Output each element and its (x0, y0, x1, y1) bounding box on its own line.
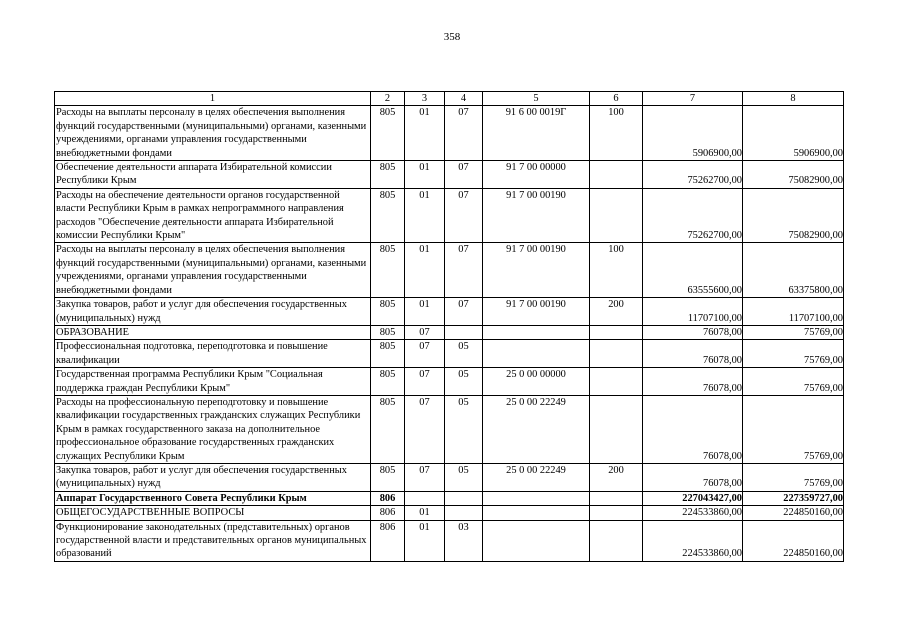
row-amount-cell: 76078,00 (643, 463, 743, 491)
row-name-cell: ОБРАЗОВАНИЕ (55, 325, 371, 339)
row-target-article-cell: 91 7 00 00000 (483, 161, 590, 189)
table-row (55, 368, 844, 396)
row-expense-type-cell (590, 188, 643, 243)
header-cell: 8 (743, 92, 844, 106)
row-target-article-cell (483, 506, 590, 520)
row-section-cell: 01 (405, 520, 445, 561)
row-amount-cell: 76078,00 (643, 395, 743, 463)
row-name-cell: Закупка товаров, работ и услуг для обеспечения государственных (муниципальных) нужд (55, 463, 371, 491)
row-amount-cell: 75262700,00 (643, 161, 743, 189)
row-expense-type-cell: 200 (590, 298, 643, 326)
row-section-cell: 07 (405, 463, 445, 491)
row-name-cell: Государственная программа Республики Крым "Социальная поддержка граждан Республики Крым" (55, 368, 371, 396)
table-row (55, 106, 844, 161)
row-target-article-cell: 91 6 00 0019Г (483, 106, 590, 161)
row-expense-type-cell (590, 325, 643, 339)
row-expense-type-cell (590, 491, 643, 505)
row-section-cell: 07 (405, 340, 445, 368)
row-section-cell: 01 (405, 243, 445, 298)
row-target-article-cell (483, 520, 590, 561)
row-name-cell: Расходы на выплаты персоналу в целях обеспечения выполнения функций государственными (муниципальными) органами, казенными учреждениями, органами управления государственными внебюджетными фондами (55, 243, 371, 298)
row-code-cell: 805 (371, 243, 405, 298)
row-expense-type-cell (590, 161, 643, 189)
table-row (55, 340, 844, 368)
row-amount-cell: 5906900,00 (643, 106, 743, 161)
row-code-cell: 805 (371, 325, 405, 339)
row-target-article-cell: 25 0 00 00000 (483, 368, 590, 396)
row-code-cell: 805 (371, 340, 405, 368)
row-section-cell: 07 (405, 325, 445, 339)
row-subsection-cell: 07 (445, 298, 483, 326)
page-number: 358 (443, 31, 461, 43)
row-amount-cell: 75082900,00 (743, 161, 844, 189)
row-subsection-cell (445, 491, 483, 505)
row-amount-cell: 76078,00 (643, 340, 743, 368)
row-name-cell: Расходы на выплаты персоналу в целях обеспечения выполнения функций государственными (муниципальными) органами, казенными учреждениями, органами управления государственными внебюджетными фондами (55, 106, 371, 161)
row-target-article-cell (483, 491, 590, 505)
header-cell: 3 (405, 92, 445, 106)
row-name-cell: ОБЩЕГОСУДАРСТВЕННЫЕ ВОПРОСЫ (55, 506, 371, 520)
row-subsection-cell: 07 (445, 161, 483, 189)
row-subsection-cell (445, 506, 483, 520)
row-amount-cell: 75769,00 (743, 463, 844, 491)
row-target-article-cell: 25 0 00 22249 (483, 463, 590, 491)
row-name-cell: Аппарат Государственного Совета Республики Крым (55, 491, 371, 505)
header-cell: 4 (445, 92, 483, 106)
row-subsection-cell: 07 (445, 106, 483, 161)
row-subsection-cell: 07 (445, 243, 483, 298)
row-subsection-cell: 03 (445, 520, 483, 561)
row-amount-cell: 75082900,00 (743, 188, 844, 243)
row-name-cell: Расходы на профессиональную переподготовку и повышение квалификации государственных гражданских служащих Республики Крым в рамках государственного заказа на дополнительное профессиональное образование государственных гражданских служащих Республики Крым (55, 395, 371, 463)
row-subsection-cell: 05 (445, 463, 483, 491)
table-row (55, 520, 844, 561)
row-amount-cell: 75262700,00 (643, 188, 743, 243)
table-row (55, 325, 844, 339)
row-expense-type-cell (590, 368, 643, 396)
row-amount-cell: 75769,00 (743, 340, 844, 368)
row-amount-cell: 75769,00 (743, 395, 844, 463)
table-row (55, 463, 844, 491)
row-amount-cell: 224850160,00 (743, 520, 844, 561)
table-row (55, 243, 844, 298)
row-section-cell: 01 (405, 188, 445, 243)
row-section-cell: 01 (405, 506, 445, 520)
table-row (55, 188, 844, 243)
row-expense-type-cell: 100 (590, 106, 643, 161)
row-expense-type-cell (590, 340, 643, 368)
row-expense-type-cell: 200 (590, 463, 643, 491)
row-code-cell: 805 (371, 106, 405, 161)
row-target-article-cell: 91 7 00 00190 (483, 243, 590, 298)
row-code-cell: 806 (371, 506, 405, 520)
row-subsection-cell: 05 (445, 368, 483, 396)
row-code-cell: 805 (371, 161, 405, 189)
row-amount-cell: 75769,00 (743, 325, 844, 339)
row-amount-cell: 227043427,00 (643, 491, 743, 505)
table-row (55, 161, 844, 189)
row-expense-type-cell (590, 520, 643, 561)
table-row (55, 298, 844, 326)
row-code-cell: 805 (371, 368, 405, 396)
row-code-cell: 806 (371, 491, 405, 505)
row-amount-cell: 76078,00 (643, 325, 743, 339)
row-name-cell: Расходы на обеспечение деятельности органов государственной власти Республики Крым в рамках непрограммного направления расходов "Обеспечение деятельности аппарата Избирательной комиссии Республики Крым" (55, 188, 371, 243)
row-target-article-cell: 91 7 00 00190 (483, 298, 590, 326)
budget-table (54, 91, 844, 562)
row-amount-cell: 227359727,00 (743, 491, 844, 505)
header-cell: 7 (643, 92, 743, 106)
row-name-cell: Обеспечение деятельности аппарата Избирательной комиссии Республики Крым (55, 161, 371, 189)
row-name-cell: Закупка товаров, работ и услуг для обеспечения государственных (муниципальных) нужд (55, 298, 371, 326)
row-subsection-cell (445, 325, 483, 339)
row-amount-cell: 63375800,00 (743, 243, 844, 298)
row-expense-type-cell: 100 (590, 243, 643, 298)
header-row (55, 92, 844, 106)
row-code-cell: 805 (371, 463, 405, 491)
row-expense-type-cell (590, 506, 643, 520)
row-amount-cell: 75769,00 (743, 368, 844, 396)
table-row (55, 491, 844, 505)
row-amount-cell: 224533860,00 (643, 506, 743, 520)
row-section-cell: 01 (405, 106, 445, 161)
row-target-article-cell: 25 0 00 22249 (483, 395, 590, 463)
header-cell: 2 (371, 92, 405, 106)
row-amount-cell: 224850160,00 (743, 506, 844, 520)
row-section-cell: 07 (405, 395, 445, 463)
row-expense-type-cell (590, 395, 643, 463)
row-amount-cell: 11707100,00 (643, 298, 743, 326)
row-amount-cell: 63555600,00 (643, 243, 743, 298)
row-code-cell: 806 (371, 520, 405, 561)
row-amount-cell: 224533860,00 (643, 520, 743, 561)
row-target-article-cell: 91 7 00 00190 (483, 188, 590, 243)
row-subsection-cell: 07 (445, 188, 483, 243)
row-section-cell: 01 (405, 161, 445, 189)
row-amount-cell: 11707100,00 (743, 298, 844, 326)
row-code-cell: 805 (371, 395, 405, 463)
row-section-cell (405, 491, 445, 505)
row-name-cell: Профессиональная подготовка, переподготовка и повышение квалификации (55, 340, 371, 368)
row-name-cell: Функционирование законодательных (представительных) органов государственной власти и представительных органов муниципальных образований (55, 520, 371, 561)
row-target-article-cell (483, 340, 590, 368)
header-cell: 6 (590, 92, 643, 106)
row-section-cell: 01 (405, 298, 445, 326)
row-target-article-cell (483, 325, 590, 339)
row-code-cell: 805 (371, 298, 405, 326)
header-cell: 5 (483, 92, 590, 106)
row-amount-cell: 76078,00 (643, 368, 743, 396)
row-code-cell: 805 (371, 188, 405, 243)
header-cell: 1 (55, 92, 371, 106)
table-row (55, 506, 844, 520)
row-subsection-cell: 05 (445, 395, 483, 463)
row-section-cell: 07 (405, 368, 445, 396)
row-amount-cell: 5906900,00 (743, 106, 844, 161)
table-row (55, 395, 844, 463)
row-subsection-cell: 05 (445, 340, 483, 368)
